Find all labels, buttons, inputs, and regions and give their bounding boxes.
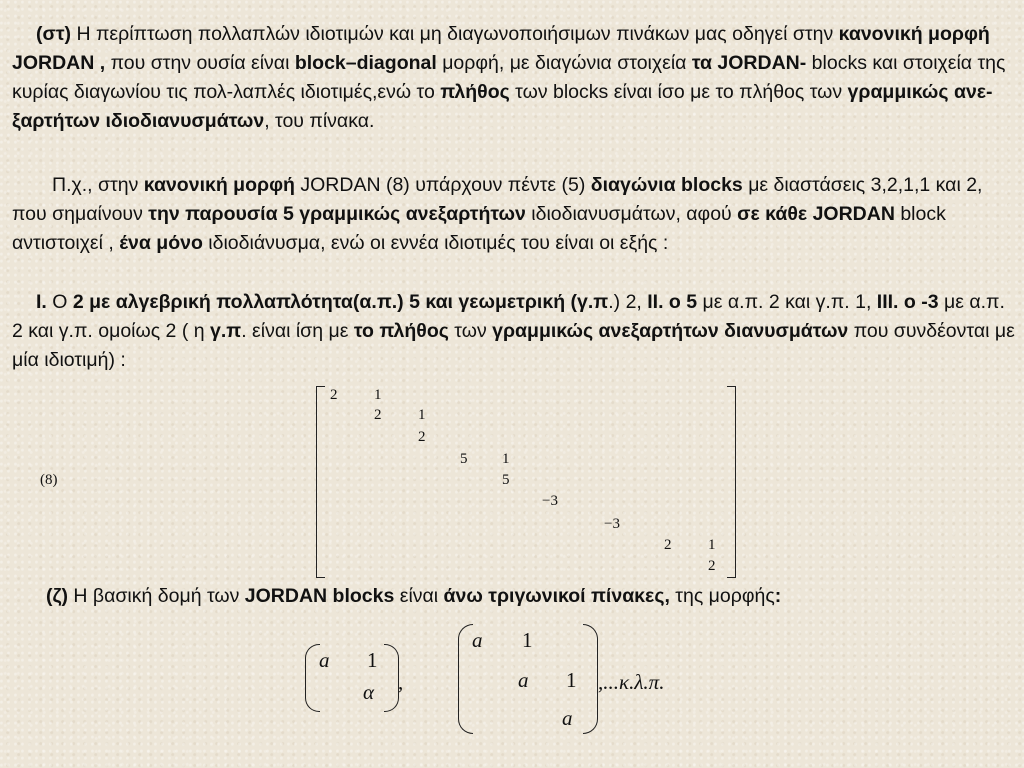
bold-span: ένα μόνο	[119, 232, 203, 254]
equation-label: (8)	[40, 472, 58, 488]
matrix-entry: 1	[374, 387, 382, 403]
matrix-entry: a	[518, 668, 529, 692]
text-span: που συνδέονται με μία ιδιοτιμή) :	[12, 320, 1015, 371]
text-span: , του πίνακα.	[264, 110, 375, 132]
right-paren	[583, 624, 598, 734]
matrix-entry: 2	[708, 558, 716, 574]
left-paren	[305, 644, 320, 712]
marker-z: (ζ)	[46, 585, 68, 607]
matrix-entry: 1	[708, 537, 716, 553]
right-bracket	[727, 386, 736, 578]
matrix-entry: 1	[502, 451, 510, 467]
jordan-matrix	[316, 386, 736, 576]
text-span: με α.π. 2 και γ.π. 1,	[697, 291, 877, 313]
bold-span: γ.π	[210, 320, 242, 342]
text-span: JORDAN (8) υπάρχουν πέντε (5)	[294, 174, 591, 196]
comma: ,	[398, 670, 404, 694]
matrix-entry: 1	[522, 628, 533, 652]
etc-text: ,...κ.λ.π.	[598, 670, 665, 694]
bold-span: I.	[36, 291, 47, 313]
paragraph-z	[12, 582, 972, 611]
text-span: με διαστάσεις 3,2,1,1 και 2, που σημαίνουν	[12, 174, 983, 225]
text-span: Η βασική δομή των	[67, 585, 245, 607]
matrix-entry: 1	[566, 668, 577, 692]
matrix-entry: a	[562, 706, 573, 730]
matrix-entry: 2	[330, 387, 338, 403]
bold-span: JORDAN blocks	[244, 585, 395, 607]
text-span: ιδιοδιανυσμάτων, αφού	[525, 203, 738, 225]
text-span: Ο	[46, 291, 73, 313]
bold-span: διαγώνια blocks	[590, 174, 743, 196]
text-span: με α.π. 2 και γ.π. ομοίως 2 ( η	[12, 291, 1005, 342]
bold-span: γραμμικώς ανε-ξαρτήτων ιδιοδιανυσμάτων	[12, 81, 993, 132]
bold-span: άνω τριγωνικοί πίνακες,	[443, 585, 670, 607]
paragraph-eigenvalues	[12, 288, 1017, 375]
text-span: ιδιοδιάνυσμα, ενώ οι εννέα ιδιοτιμές του είναι οι εξής :	[202, 232, 669, 254]
bold-span: την παρουσία 5 γραμμικώς ανεξαρτήτων	[148, 203, 526, 225]
bold-span: κανονική μορφή	[143, 174, 295, 196]
matrix-entry: −3	[542, 493, 558, 509]
text-span: Π.χ., στην	[52, 174, 144, 196]
bold-span: το πλήθος	[353, 320, 449, 342]
bold-span: :	[774, 585, 782, 607]
right-paren	[384, 644, 399, 712]
matrix-entry: a	[319, 648, 330, 672]
bold-span: II. ο 5	[647, 291, 698, 313]
text-span: είναι	[394, 585, 444, 607]
jordan-block-2x2	[305, 644, 399, 714]
matrix-entry: −3	[604, 516, 620, 532]
text-span: της μορφής	[669, 585, 775, 607]
text-span: blocks και στοιχεία της κυρίας διαγωνίου τις πολ-λαπλές ιδιοτιμές,ενώ το	[12, 52, 1006, 103]
matrix-entry: α	[363, 680, 375, 704]
text-span: .) 2,	[608, 291, 648, 313]
paragraph-example	[12, 171, 1017, 258]
left-bracket	[316, 386, 325, 578]
bold-span: πλήθος	[440, 81, 510, 103]
text-span: μορφή, με διαγώνια στοιχεία	[436, 52, 692, 74]
bold-span: γραμμικώς ανεξαρτήτων διανυσμάτων	[492, 320, 849, 342]
text-span: των blocks είναι ίσο με το πλήθος των	[509, 81, 848, 103]
bold-span: κανονική μορφή JORDAN ,	[12, 23, 990, 74]
jordan-block-3x3	[458, 624, 598, 736]
bold-span: τα JORDAN-	[691, 52, 807, 74]
matrix-entry: 2	[418, 429, 426, 445]
bold-span: 2 με αλγεβρική πολλαπλότητα(α.π.) 5 και γεωμετρική (γ.π	[72, 291, 609, 313]
marker-st: (στ)	[36, 23, 72, 45]
text-span: . είναι ίση με	[241, 320, 354, 342]
text-span: Η περίπτωση πολλαπλών ιδιοτιμών και μη διαγωνοποιήσιμων πινάκων μας οδηγεί στην	[71, 23, 839, 45]
bold-span: σε κάθε JORDAN	[737, 203, 895, 225]
matrix-entry: 1	[418, 407, 426, 423]
matrix-entry: a	[472, 628, 483, 652]
paragraph-st	[12, 20, 1017, 136]
matrix-entry: 5	[460, 451, 468, 467]
left-paren	[458, 624, 473, 734]
text-span: block αντιστοιχεί ,	[12, 203, 946, 254]
matrix-entry: 2	[374, 407, 382, 423]
matrix-entry: 2	[664, 537, 672, 553]
text-span: των	[448, 320, 493, 342]
matrix-entry: 1	[367, 648, 378, 672]
text-span: που στην ουσία είναι	[105, 52, 295, 74]
bold-span: block–diagonal	[294, 52, 437, 74]
matrix-entry: 5	[502, 472, 510, 488]
bold-span: III. ο -3	[876, 291, 939, 313]
